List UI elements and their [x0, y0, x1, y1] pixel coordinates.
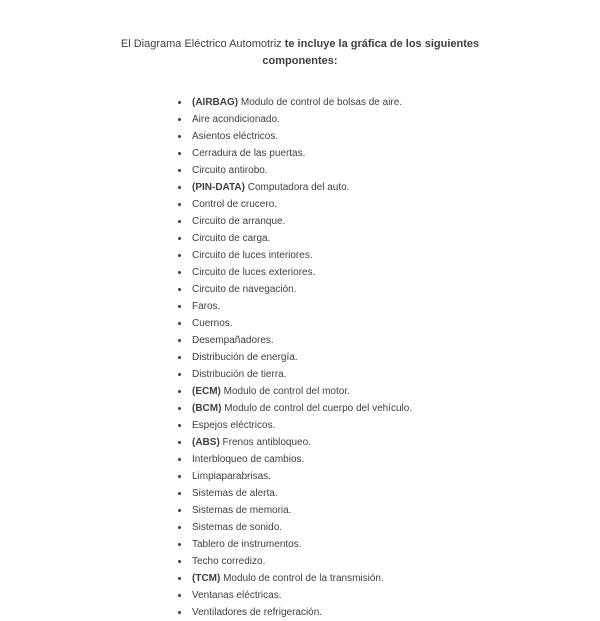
components-list	[190, 94, 600, 621]
component-list-item: • Distribución de tierra.	[190, 366, 600, 383]
component-list-item: • Circuito antirobo.	[190, 162, 600, 179]
title-bold-line2: componentes:	[262, 55, 338, 67]
component-list-item: • Ventanas eléctricas.	[190, 587, 600, 604]
component-code: (AIRBAG)	[192, 97, 239, 108]
component-list-item: • (TCM) Modulo de control de la transmisión.	[190, 570, 600, 587]
component-list-item: • Limpiaparabrisas.	[190, 468, 600, 485]
component-list-item: • Sistemas de alerta.	[190, 485, 600, 502]
component-list-item: • Circuito de luces interiores.	[190, 247, 600, 264]
component-list-item: • Circuito de arranque.	[190, 213, 600, 230]
component-list-item: • Distribución de energía.	[190, 349, 600, 366]
component-list-item: • Cuernos.	[190, 315, 600, 332]
component-list-item: • Ventiladores de refrigeración.	[190, 604, 600, 621]
page-title	[60, 36, 540, 70]
component-list-item: • Espejos eléctricos.	[190, 417, 600, 434]
component-list-item: • (PIN-DATA) Computadora del auto.	[190, 179, 600, 196]
component-list-item: • Circuito de carga.	[190, 230, 600, 247]
component-list-item: • Faros.	[190, 298, 600, 315]
component-list-item: • Interbloqueo de cambios.	[190, 451, 600, 468]
component-list-item: • (BCM) Modulo de control del cuerpo del vehículo.	[190, 400, 600, 417]
component-list-item: • Circuito de luces exteriores.	[190, 264, 600, 281]
component-list-item: • Aire acondicionado.	[190, 111, 600, 128]
component-list-item: • Techo corredizo.	[190, 553, 600, 570]
component-code: (PIN-DATA)	[192, 182, 245, 193]
component-list-item: • (AIRBAG) Modulo de control de bolsas de aire.	[190, 94, 600, 111]
component-code: (ECM)	[192, 386, 221, 397]
component-list-item: • (ECM) Modulo de control del motor.	[190, 383, 600, 400]
component-list-item: • Control de crucero.	[190, 196, 600, 213]
component-list-item: • Tablero de instrumentos.	[190, 536, 600, 553]
component-list-item: • Sistemas de memoria.	[190, 502, 600, 519]
component-list-item: • Asientos eléctricos.	[190, 128, 600, 145]
component-code: (ABS)	[192, 437, 220, 448]
component-code: (BCM)	[192, 403, 222, 414]
title-bold-line1: te incluye la gráfica de los siguientes	[284, 38, 480, 50]
title-normal-text: El Diagrama Eléctrico Automotriz	[120, 38, 285, 50]
component-list-item: • (ABS) Frenos antibloqueo.	[190, 434, 600, 451]
component-list-item: • Cerradura de las puertas.	[190, 145, 600, 162]
component-list-item: • Circuito de navegación.	[190, 281, 600, 298]
component-list-item: • Sistemas de sonido.	[190, 519, 600, 536]
component-list-item: • Desempañadores.	[190, 332, 600, 349]
component-code: (TCM)	[192, 573, 221, 584]
